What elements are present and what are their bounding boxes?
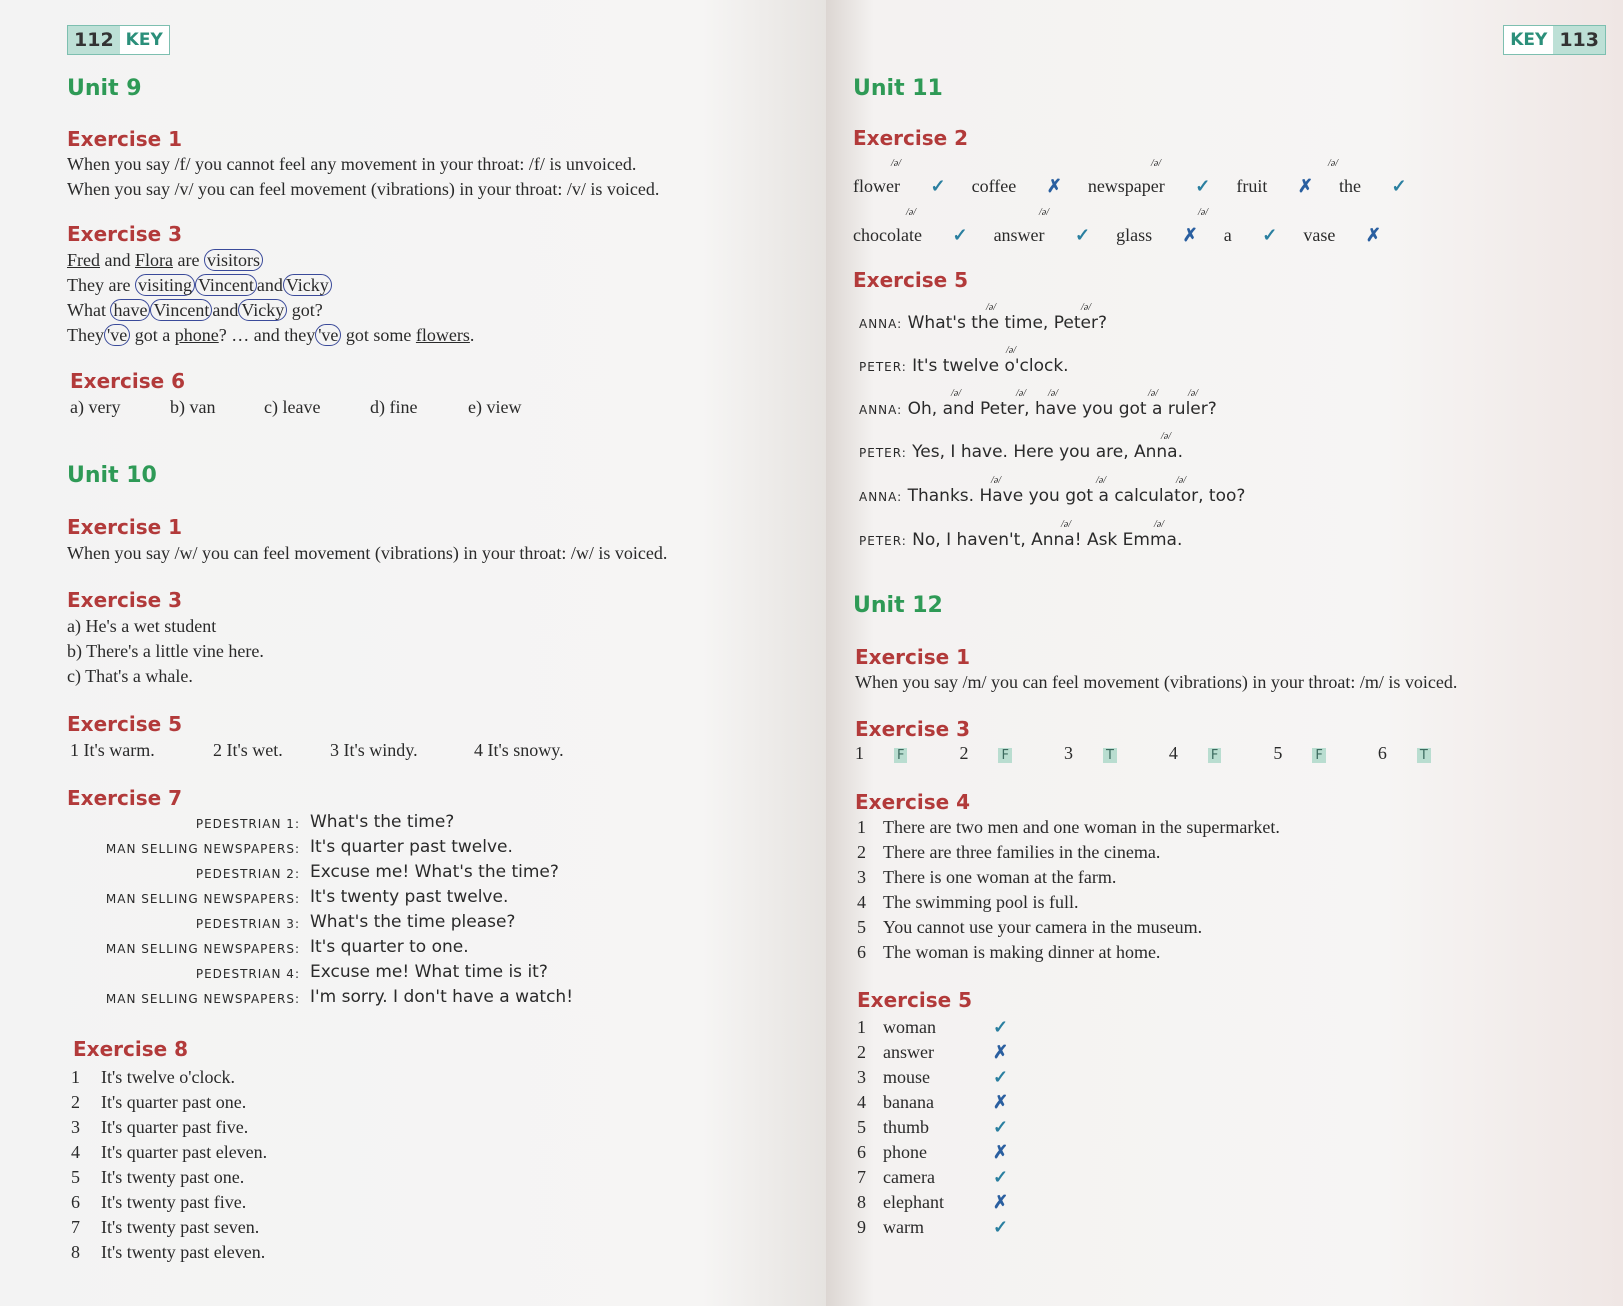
list-item: 3 mouse ✓ bbox=[857, 1067, 1009, 1087]
schwa-mark: /ə/ bbox=[1188, 388, 1198, 399]
word: and bbox=[212, 300, 239, 320]
word: Flora bbox=[135, 250, 173, 270]
circled-word: Vicky bbox=[238, 299, 287, 321]
schwa-mark: /ə/ bbox=[986, 302, 996, 313]
list-item: 9 warm ✓ bbox=[857, 1217, 1009, 1237]
page-number: 112 bbox=[68, 26, 120, 54]
word-item: newspaper ✓ bbox=[1087, 176, 1211, 196]
list-item: 3 There is one woman at the farm. bbox=[857, 867, 1117, 887]
u9-ex6-answer: b) van bbox=[170, 397, 216, 417]
list-item: 8 It's twenty past eleven. bbox=[71, 1242, 266, 1262]
schwa-mark: /ə/ bbox=[1176, 475, 1186, 486]
list-item: 6 The woman is making dinner at home. bbox=[857, 942, 1161, 962]
word-item: vase ✗ bbox=[1303, 225, 1381, 245]
circled-word: visitors bbox=[204, 249, 263, 271]
speaker: PEDESTRIAN 3: bbox=[195, 917, 300, 931]
schwa-mark: /ə/ bbox=[1081, 302, 1091, 313]
unit-12-title: Unit 12 bbox=[853, 593, 943, 618]
u12-ex4-title: Exercise 4 bbox=[855, 790, 971, 814]
unit-11-title: Unit 11 bbox=[853, 76, 943, 101]
schwa-mark: /ə/ bbox=[1006, 345, 1016, 356]
list-item: 4 banana ✗ bbox=[857, 1092, 1009, 1112]
u11-ex2-title: Exercise 2 bbox=[853, 126, 969, 150]
u9-ex6-answer: c) leave bbox=[264, 397, 321, 417]
unit-10-title: Unit 10 bbox=[67, 463, 157, 488]
speaker: MAN SELLING NEWSPAPERS: bbox=[105, 842, 300, 856]
tf-answer: 2 F bbox=[959, 743, 1037, 764]
list-item: 5 thumb ✓ bbox=[857, 1117, 1009, 1137]
word: ? … and they bbox=[218, 325, 316, 345]
list-item: 6 phone ✗ bbox=[857, 1142, 1009, 1162]
list-item: 4 The swimming pool is full. bbox=[857, 892, 1079, 912]
schwa-mark: /ə/ bbox=[891, 158, 901, 169]
circled-word: Vicky bbox=[283, 274, 332, 296]
u12-ex1-title: Exercise 1 bbox=[855, 645, 971, 669]
u10-ex5-answer: 1 It's warm. bbox=[70, 740, 155, 760]
word-item: a ✓ bbox=[1223, 225, 1278, 245]
speaker: PEDESTRIAN 2: bbox=[195, 867, 300, 881]
u12-ex1-line: When you say /m/ you can feel movement (vibrations) in your throat: /m/ is voiced. bbox=[855, 672, 1458, 692]
circled-word: Vincent bbox=[150, 299, 212, 321]
u12-ex3-title: Exercise 3 bbox=[855, 717, 971, 741]
dialogue-row: PETER: It's twelve o'clock. bbox=[859, 356, 1069, 376]
word: What bbox=[67, 300, 111, 320]
schwa-mark: /ə/ bbox=[991, 475, 1001, 486]
right-page bbox=[826, 0, 1623, 1306]
u10-ex3-line: b) There's a little vine here. bbox=[67, 641, 264, 661]
word: flowers bbox=[415, 325, 470, 345]
dialogue-line: Excuse me! What time is it? bbox=[310, 962, 548, 982]
list-item: 7 camera ✓ bbox=[857, 1167, 1009, 1187]
word-item: chocolate ✓ bbox=[853, 225, 968, 245]
schwa-mark: /ə/ bbox=[1016, 388, 1026, 399]
u10-ex3-line: c) That's a whale. bbox=[67, 666, 193, 686]
word-item: the ✓ bbox=[1338, 176, 1407, 196]
u10-ex5-answer: 2 It's wet. bbox=[213, 740, 283, 760]
key-label: KEY bbox=[1510, 30, 1548, 50]
dialogue-row: PETER: Yes, I have. Here you are, Anna. bbox=[859, 442, 1184, 462]
tf-answer: 3 T bbox=[1064, 743, 1143, 764]
word: . bbox=[469, 325, 475, 345]
list-item: 1 There are two men and one woman in the supermarket. bbox=[857, 817, 1280, 837]
schwa-mark: /ə/ bbox=[951, 388, 961, 399]
u9-ex3-line3 bbox=[67, 298, 323, 323]
u9-ex6-answer: d) fine bbox=[370, 397, 418, 417]
list-item: 6 It's twenty past five. bbox=[71, 1192, 247, 1212]
u10-ex8-title: Exercise 8 bbox=[73, 1037, 189, 1061]
u9-ex6-title: Exercise 6 bbox=[70, 369, 186, 393]
u9-ex3-line2 bbox=[67, 273, 332, 298]
u9-ex3-title: Exercise 3 bbox=[67, 222, 183, 246]
u10-ex5-answer: 4 It's snowy. bbox=[474, 740, 564, 760]
u11-ex5-title: Exercise 5 bbox=[853, 268, 969, 292]
word-item: fruit ✗ bbox=[1236, 176, 1313, 196]
speaker: MAN SELLING NEWSPAPERS: bbox=[105, 992, 300, 1006]
speaker: PEDESTRIAN 1: bbox=[195, 817, 300, 831]
circled-word: 've bbox=[104, 324, 130, 346]
schwa-mark: /ə/ bbox=[1148, 388, 1158, 399]
list-item: 7 It's twenty past seven. bbox=[71, 1217, 260, 1237]
list-item: 1 woman ✓ bbox=[857, 1017, 1009, 1037]
speaker: MAN SELLING NEWSPAPERS: bbox=[105, 942, 300, 956]
circled-word: 've bbox=[315, 324, 341, 346]
schwa-mark: /ə/ bbox=[1328, 158, 1338, 169]
schwa-mark: /ə/ bbox=[1154, 519, 1164, 530]
u9-ex6-answer: a) very bbox=[70, 397, 121, 417]
dialogue-line: It's quarter to one. bbox=[310, 937, 469, 957]
list-item: 3 It's quarter past five. bbox=[71, 1117, 249, 1137]
schwa-mark: /ə/ bbox=[1151, 158, 1161, 169]
schwa-mark: /ə/ bbox=[1061, 519, 1071, 530]
u11-ex2-row2 bbox=[853, 225, 1407, 246]
list-item: 2 There are three families in the cinema. bbox=[857, 842, 1161, 862]
circled-word: Vincent bbox=[195, 274, 257, 296]
u10-ex3-line: a) He's a wet student bbox=[67, 616, 217, 636]
schwa-mark: /ə/ bbox=[1048, 388, 1058, 399]
unit-9-title: Unit 9 bbox=[67, 76, 142, 101]
u10-ex1-line: When you say /w/ you can feel movement (vibrations) in your throat: /w/ is voiced. bbox=[67, 543, 668, 563]
u11-ex2-row1 bbox=[853, 176, 1433, 197]
key-label: KEY bbox=[125, 30, 163, 50]
u12-ex5-title: Exercise 5 bbox=[857, 988, 973, 1012]
u9-ex6-answer: e) view bbox=[468, 397, 522, 417]
dialogue-line: Excuse me! What's the time? bbox=[310, 862, 559, 882]
u10-ex1-title: Exercise 1 bbox=[67, 515, 183, 539]
speaker: PEDESTRIAN 4: bbox=[195, 967, 300, 981]
u9-ex3-line1 bbox=[67, 248, 263, 273]
word-item: glass ✗ bbox=[1116, 225, 1198, 245]
tf-answer: 6 T bbox=[1378, 743, 1457, 764]
dialogue-row: ANNA: What's the time, Peter? bbox=[859, 313, 1107, 333]
list-item: 2 answer ✗ bbox=[857, 1042, 1009, 1062]
speaker: MAN SELLING NEWSPAPERS: bbox=[105, 892, 300, 906]
dialogue-row: PETER: No, I haven't, Anna! Ask Emma. bbox=[859, 530, 1183, 550]
dialogue-line: It's quarter past twelve. bbox=[310, 837, 513, 857]
dialogue-line: It's twenty past twelve. bbox=[310, 887, 509, 907]
word-item: coffee ✗ bbox=[971, 176, 1062, 196]
schwa-mark: /ə/ bbox=[1039, 207, 1049, 218]
u10-ex5-answer: 3 It's windy. bbox=[330, 740, 418, 760]
u10-ex7-title: Exercise 7 bbox=[67, 786, 183, 810]
dialogue-line: I'm sorry. I don't have a watch! bbox=[310, 987, 574, 1007]
word: Fred bbox=[67, 250, 100, 270]
dialogue-line: What's the time please? bbox=[310, 912, 516, 932]
dialogue-row: ANNA: Oh, and Peter, have you got a ruler? bbox=[859, 399, 1217, 419]
tf-answer: 1 F bbox=[855, 743, 933, 764]
dialogue-row: ANNA: Thanks. Have you got a calculator, too? bbox=[859, 486, 1246, 506]
list-item: 8 elephant ✗ bbox=[857, 1192, 1009, 1212]
schwa-mark: /ə/ bbox=[1096, 475, 1106, 486]
u9-ex1-line1: When you say /f/ you cannot feel any movement in your throat: /f/ is unvoiced. bbox=[67, 154, 637, 174]
u9-ex1-line2: When you say /v/ you can feel movement (vibrations) in your throat: /v/ is voiced. bbox=[67, 179, 660, 199]
u12-ex3-answers bbox=[855, 743, 1483, 764]
schwa-mark: /ə/ bbox=[1198, 207, 1208, 218]
u9-ex1-title: Exercise 1 bbox=[67, 127, 183, 151]
word-item: answer ✓ bbox=[993, 225, 1091, 245]
circled-word: have bbox=[110, 299, 150, 321]
word: are bbox=[173, 250, 204, 270]
page-badge-right bbox=[1503, 25, 1606, 55]
u9-ex3-line4 bbox=[67, 323, 474, 348]
dialogue-line: What's the time? bbox=[310, 812, 455, 832]
tf-answer: 5 F bbox=[1273, 743, 1351, 764]
word: They bbox=[67, 325, 104, 345]
circled-word: visiting bbox=[135, 274, 195, 296]
u10-ex3-title: Exercise 3 bbox=[67, 588, 183, 612]
schwa-mark: /ə/ bbox=[906, 207, 916, 218]
word: got a bbox=[130, 325, 175, 345]
u10-ex5-title: Exercise 5 bbox=[67, 712, 183, 736]
tf-answer: 4 F bbox=[1169, 743, 1247, 764]
list-item: 5 You cannot use your camera in the museum. bbox=[857, 917, 1203, 937]
word: and bbox=[100, 250, 135, 270]
word-item: flower ✓ bbox=[853, 176, 946, 196]
word: and bbox=[256, 275, 283, 295]
list-item: 2 It's quarter past one. bbox=[71, 1092, 247, 1112]
list-item: 1 It's twelve o'clock. bbox=[71, 1067, 235, 1087]
page-number: 113 bbox=[1553, 26, 1605, 54]
list-item: 4 It's quarter past eleven. bbox=[71, 1142, 268, 1162]
word: phone bbox=[174, 325, 219, 345]
word: got? bbox=[287, 300, 323, 320]
list-item: 5 It's twenty past one. bbox=[71, 1167, 245, 1187]
schwa-mark: /ə/ bbox=[1161, 431, 1171, 442]
word: They are bbox=[67, 275, 135, 295]
page-badge-left bbox=[67, 25, 170, 55]
word: got some bbox=[341, 325, 416, 345]
